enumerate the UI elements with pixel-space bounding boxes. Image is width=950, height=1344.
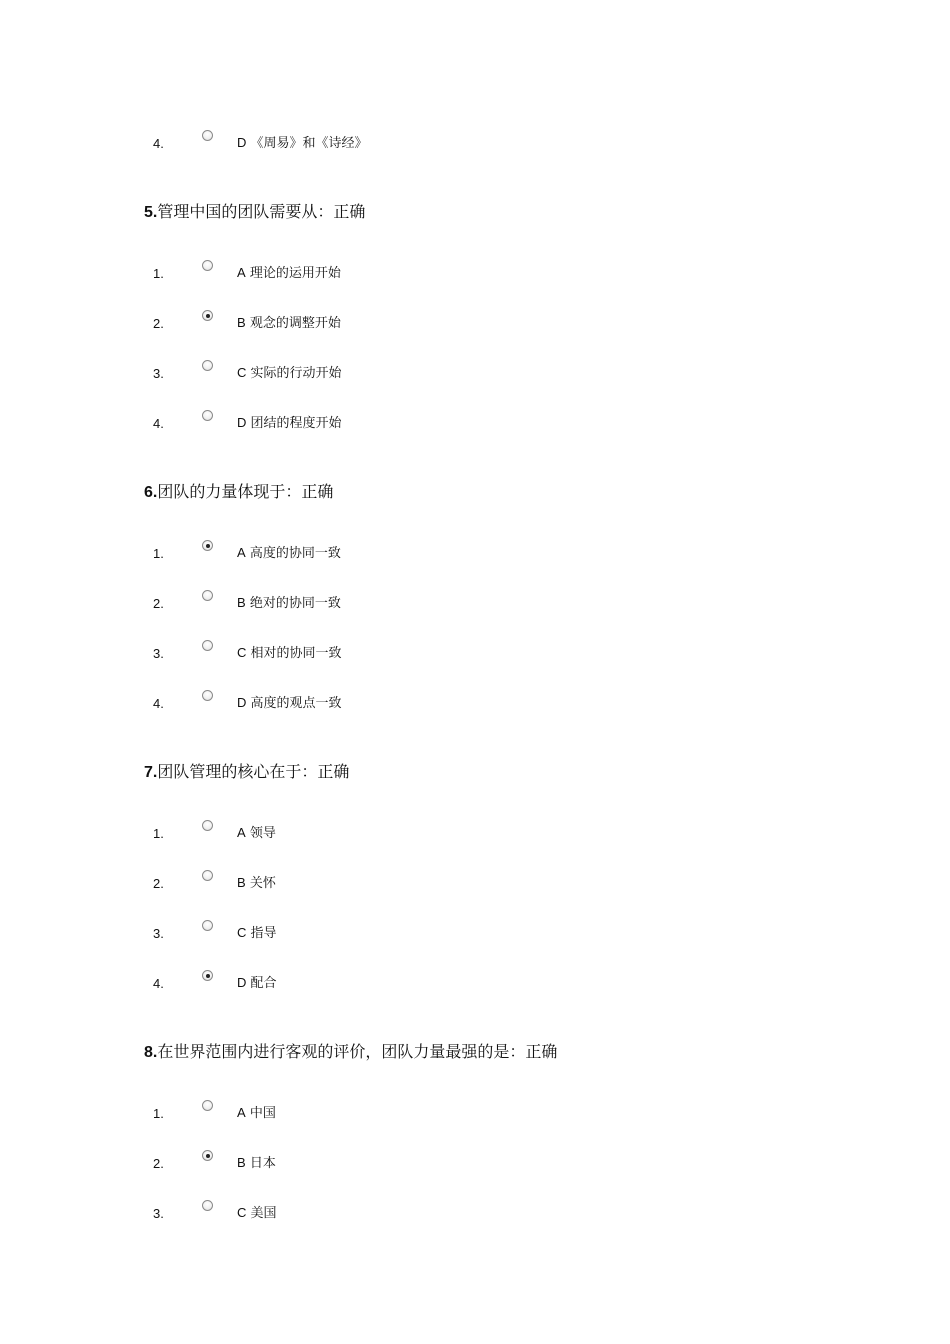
- option-text: [237, 545, 341, 562]
- option-label: 关怀: [249, 876, 276, 891]
- option-index: 3.: [153, 366, 164, 381]
- option-letter: C: [237, 645, 247, 660]
- option-row: [0, 314, 950, 334]
- option-index: 4.: [153, 696, 164, 711]
- question-number: 8.: [144, 1044, 158, 1061]
- option-text: [237, 1205, 277, 1222]
- option-row: [0, 644, 950, 664]
- option-index: 2.: [153, 1156, 164, 1171]
- option-text: [237, 925, 277, 942]
- option-index: 1.: [153, 266, 164, 281]
- option-letter: A: [237, 1105, 246, 1120]
- option-label: 《周易》和《诗经》: [250, 136, 368, 151]
- option-text: [237, 1155, 276, 1172]
- radio-button[interactable]: [202, 820, 213, 831]
- option-index: 4.: [153, 976, 164, 991]
- radio-button[interactable]: [202, 870, 213, 881]
- question-text: 团队管理的核心在于：正确: [157, 762, 350, 781]
- option-text: [237, 975, 277, 992]
- option-text: [237, 645, 342, 662]
- option-row: [0, 1154, 950, 1174]
- option-letter: A: [237, 825, 246, 840]
- option-row: [0, 594, 950, 614]
- option-row: [0, 974, 950, 994]
- option-row: [0, 1204, 950, 1224]
- option-index: 1.: [153, 826, 164, 841]
- option-label: 高度的观点一致: [250, 696, 342, 711]
- question-title: [144, 1042, 557, 1063]
- question-text: 在世界范围内进行客观的评价，团队力量最强的是：正确: [157, 1042, 558, 1061]
- option-label: 绝对的协同一致: [249, 596, 341, 611]
- option-text: [237, 415, 342, 432]
- question-number: 6.: [144, 484, 158, 501]
- question-text: 团队的力量体现于：正确: [157, 482, 334, 501]
- radio-button[interactable]: [202, 640, 213, 651]
- option-letter: B: [237, 875, 246, 890]
- radio-button-checked[interactable]: [202, 540, 213, 551]
- option-index: 1.: [153, 1106, 164, 1121]
- option-row: [0, 544, 950, 564]
- radio-button[interactable]: [202, 1200, 213, 1211]
- radio-button[interactable]: [202, 130, 213, 141]
- option-label: 团结的程度开始: [250, 416, 342, 431]
- option-row: [0, 694, 950, 714]
- option-letter: D: [237, 135, 247, 150]
- option-row: [0, 264, 950, 284]
- option-index: 1.: [153, 546, 164, 561]
- option-text: [237, 825, 276, 842]
- option-index: 4.: [153, 136, 164, 151]
- option-index: 4.: [153, 416, 164, 431]
- option-label: 观念的调整开始: [249, 316, 341, 331]
- option-text: [237, 365, 342, 382]
- radio-button[interactable]: [202, 360, 213, 371]
- option-letter: B: [237, 315, 246, 330]
- option-label: 配合: [250, 976, 277, 991]
- option-row: [0, 924, 950, 944]
- radio-button[interactable]: [202, 410, 213, 421]
- option-letter: D: [237, 415, 247, 430]
- option-letter: C: [237, 365, 247, 380]
- option-index: 3.: [153, 926, 164, 941]
- question-number: 5.: [144, 204, 158, 221]
- option-label: 相对的协同一致: [250, 646, 342, 661]
- radio-button[interactable]: [202, 920, 213, 931]
- option-text: [237, 265, 341, 282]
- option-label: 领导: [249, 826, 276, 841]
- radio-button[interactable]: [202, 690, 213, 701]
- option-letter: A: [237, 265, 246, 280]
- radio-button[interactable]: [202, 1100, 213, 1111]
- radio-button[interactable]: [202, 260, 213, 271]
- option-text: [237, 315, 341, 332]
- option-letter: D: [237, 695, 247, 710]
- option-letter: B: [237, 595, 246, 610]
- option-index: 2.: [153, 876, 164, 891]
- option-row: [0, 1104, 950, 1124]
- option-index: 2.: [153, 316, 164, 331]
- option-text: [237, 595, 341, 612]
- option-label: 美国: [250, 1206, 277, 1221]
- option-text: [237, 1105, 276, 1122]
- option-row: [0, 364, 950, 384]
- option-text: [237, 135, 368, 152]
- option-index: 3.: [153, 1206, 164, 1221]
- option-index: 3.: [153, 646, 164, 661]
- question-title: [144, 202, 365, 223]
- option-letter: C: [237, 1205, 247, 1220]
- option-label: 高度的协同一致: [249, 546, 341, 561]
- option-label: 中国: [249, 1106, 276, 1121]
- option-row: [0, 414, 950, 434]
- option-label: 日本: [249, 1156, 276, 1171]
- radio-button-checked[interactable]: [202, 970, 213, 981]
- option-index: 2.: [153, 596, 164, 611]
- option-letter: D: [237, 975, 247, 990]
- radio-button-checked[interactable]: [202, 1150, 213, 1161]
- option-text: [237, 695, 342, 712]
- option-label: 指导: [250, 926, 277, 941]
- option-letter: A: [237, 545, 246, 560]
- radio-button-checked[interactable]: [202, 310, 213, 321]
- question-text: 管理中国的团队需要从：正确: [157, 202, 366, 221]
- option-text: [237, 875, 276, 892]
- question-number: 7.: [144, 764, 158, 781]
- question-title: [144, 482, 333, 503]
- option-row: [0, 874, 950, 894]
- question-title: [144, 762, 349, 783]
- option-row: [0, 134, 950, 154]
- option-label: 理论的运用开始: [249, 266, 341, 281]
- option-label: 实际的行动开始: [250, 366, 342, 381]
- option-letter: B: [237, 1155, 246, 1170]
- option-letter: C: [237, 925, 247, 940]
- option-row: [0, 824, 950, 844]
- radio-button[interactable]: [202, 590, 213, 601]
